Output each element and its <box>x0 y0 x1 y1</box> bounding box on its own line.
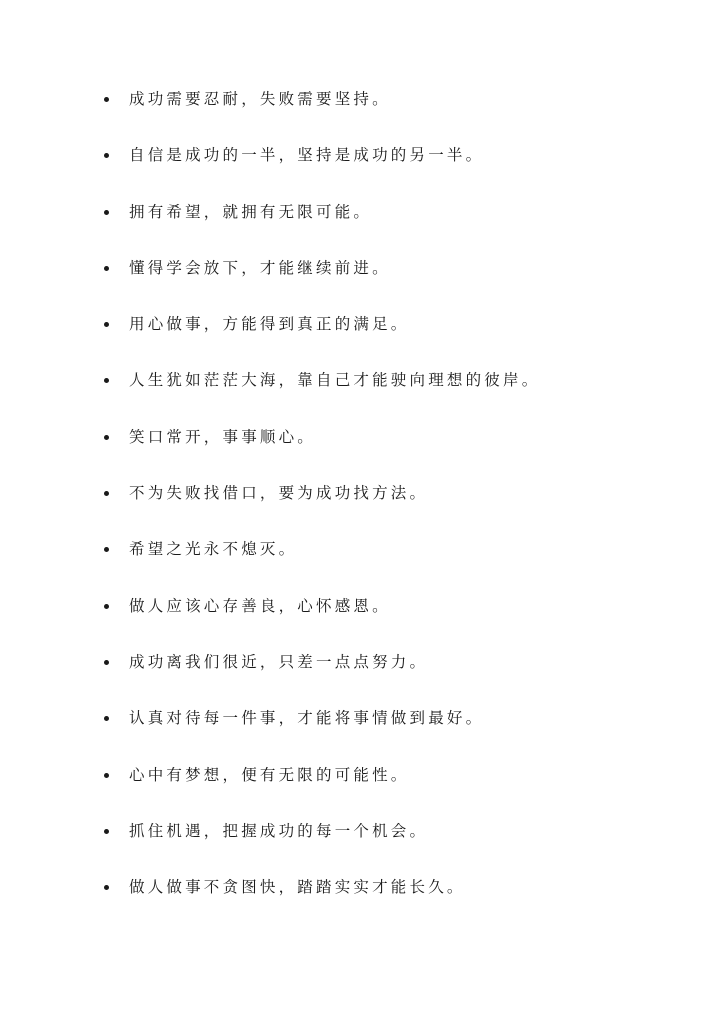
bullet-icon <box>104 435 109 440</box>
list-item-text: 笑口常开，事事顺心。 <box>129 427 317 446</box>
list-item-text: 自信是成功的一半，坚持是成功的另一半。 <box>129 146 485 165</box>
bullet-icon <box>104 378 109 383</box>
list-item <box>104 478 540 534</box>
list-item <box>104 422 540 478</box>
list-item <box>104 84 540 140</box>
bullet-icon <box>104 210 109 215</box>
bullet-icon <box>104 266 109 271</box>
bullet-icon <box>104 491 109 496</box>
list-item-text: 做人应该心存善良，心怀感恩。 <box>129 596 391 615</box>
list-item-text: 人生犹如茫茫大海，靠自己才能驶向理想的彼岸。 <box>129 371 541 390</box>
list-item-text: 不为失败找借口，要为成功找方法。 <box>129 484 429 503</box>
list-item-text: 懂得学会放下，才能继续前进。 <box>129 258 391 277</box>
bullet-icon <box>104 547 109 552</box>
list-item-text: 拥有希望，就拥有无限可能。 <box>129 202 373 221</box>
list-item-text: 做人做事不贪图快，踏踏实实才能长久。 <box>129 878 466 897</box>
list-item-text: 成功需要忍耐，失败需要坚持。 <box>129 90 391 108</box>
bullet-icon <box>104 322 109 327</box>
list-item <box>104 760 540 816</box>
bullet-icon <box>104 829 109 834</box>
list-item <box>104 703 540 759</box>
list-item-text: 希望之光永不熄灭。 <box>129 540 298 559</box>
bullet-icon <box>104 773 109 778</box>
list-item-text: 抓住机遇，把握成功的每一个机会。 <box>129 821 429 840</box>
list-item <box>104 140 540 196</box>
list-item-text: 认真对待每一件事，才能将事情做到最好。 <box>129 709 485 728</box>
list-item-text: 用心做事，方能得到真正的满足。 <box>129 315 410 334</box>
bullet-icon <box>104 716 109 721</box>
list-item-text: 成功离我们很近，只差一点点努力。 <box>129 652 429 671</box>
bullet-icon <box>104 660 109 665</box>
bullet-icon <box>104 153 109 158</box>
list-item <box>104 647 540 703</box>
bullet-icon <box>104 97 109 102</box>
list-item <box>104 591 540 647</box>
bullet-icon <box>104 604 109 609</box>
list-item <box>104 365 540 421</box>
list-item <box>104 872 540 928</box>
list-item <box>104 197 540 253</box>
list-item <box>104 816 540 872</box>
quote-list <box>104 84 540 928</box>
list-item <box>104 534 540 590</box>
bullet-icon <box>104 885 109 890</box>
list-item <box>104 253 540 309</box>
list-item <box>104 309 540 365</box>
list-item-text: 心中有梦想，便有无限的可能性。 <box>129 765 410 784</box>
